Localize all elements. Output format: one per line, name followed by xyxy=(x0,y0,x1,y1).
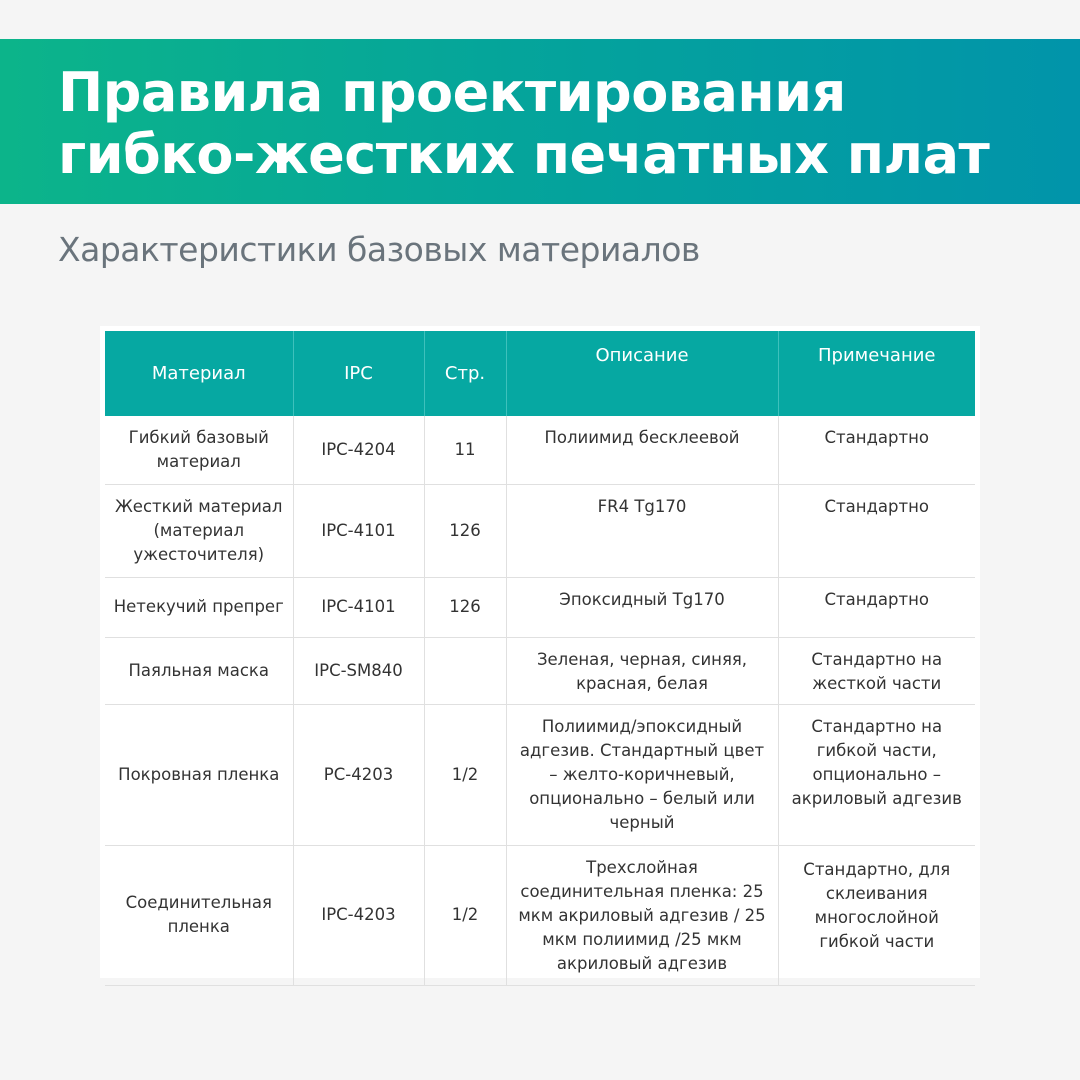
column-header-ipc: IPC xyxy=(293,331,424,416)
materials-table xyxy=(105,331,975,986)
cell-material: Паяльная маска xyxy=(105,637,293,704)
cell-page: 126 xyxy=(424,484,506,577)
column-header-description: Описание xyxy=(506,331,778,416)
materials-table-card xyxy=(100,326,980,978)
cell-description: FR4 Tg170 xyxy=(506,484,778,577)
table-header-row xyxy=(105,331,975,416)
table-row xyxy=(105,416,975,484)
cell-note: Стандартно на жесткой части xyxy=(778,637,975,704)
cell-note: Стандартно на гибкой части, опционально – акриловый адгезив xyxy=(778,704,975,845)
cell-description: Полиимид/эпоксидный адгезив. Стандартный цвет – желто-коричневый, опционально – белый или черный xyxy=(506,704,778,845)
page-title xyxy=(58,62,989,186)
cell-description: Полиимид бесклеевой xyxy=(506,416,778,484)
table-row xyxy=(105,484,975,577)
cell-material: Соединительная пленка xyxy=(105,845,293,985)
cell-note: Стандартно, для склеивания многослойной гибкой части xyxy=(778,845,975,985)
cell-page xyxy=(424,637,506,704)
cell-ipc: IPC-4204 xyxy=(293,416,424,484)
cell-note: Стандартно xyxy=(778,484,975,577)
column-header-material: Материал xyxy=(105,331,293,416)
page-title-line-1: Правила проектирования xyxy=(58,61,846,124)
cell-description: Эпоксидный Tg170 xyxy=(506,577,778,637)
section-subtitle: Характеристики базовых материалов xyxy=(58,230,700,269)
page-title-line-2: гибко-жестких печатных плат xyxy=(58,123,990,186)
cell-page: 1/2 xyxy=(424,845,506,985)
column-header-page: Стр. xyxy=(424,331,506,416)
table-row xyxy=(105,704,975,845)
table-row xyxy=(105,637,975,704)
cell-material: Жесткий материал (материал ужесточителя) xyxy=(105,484,293,577)
cell-page: 126 xyxy=(424,577,506,637)
cell-page: 1/2 xyxy=(424,704,506,845)
cell-material: Покровная пленка xyxy=(105,704,293,845)
cell-material: Гибкий базовый материал xyxy=(105,416,293,484)
cell-material: Нетекучий препрег xyxy=(105,577,293,637)
cell-description: Зеленая, черная, синяя, красная, белая xyxy=(506,637,778,704)
cell-note: Стандартно xyxy=(778,416,975,484)
cell-ipc: IPC-4203 xyxy=(293,845,424,985)
cell-ipc: PC-4203 xyxy=(293,704,424,845)
cell-note: Стандартно xyxy=(778,577,975,637)
cell-ipc: IPC-4101 xyxy=(293,484,424,577)
cell-description: Трехслойная соединительная пленка: 25 мкм акриловый адгезив / 25 мкм полиимид /25 мкм акриловый адгезив xyxy=(506,845,778,985)
column-header-note: Примечание xyxy=(778,331,975,416)
table-row xyxy=(105,845,975,985)
table-row xyxy=(105,577,975,637)
cell-ipc: IPC-4101 xyxy=(293,577,424,637)
cell-page: 11 xyxy=(424,416,506,484)
cell-ipc: IPC-SM840 xyxy=(293,637,424,704)
